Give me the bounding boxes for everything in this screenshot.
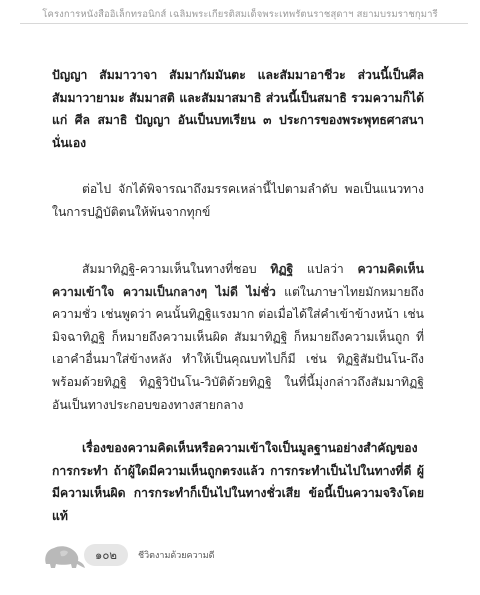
right-view-text-1: สัมมาทิฏฐิ-ความเห็นในทางที่ชอบ xyxy=(82,262,271,276)
running-header: โครงการหนังสืออิเล็กทรอนิกส์ เฉลิมพระเกียรติสมเด็จพระเทพรัตนราชสุดาฯ สยามบรมราชกุมารี xyxy=(42,9,438,20)
book-title: ชีวิตงามด้วยความดี xyxy=(138,551,215,561)
right-view-text-2: แปลว่า xyxy=(293,262,358,276)
paragraph-intro-path xyxy=(52,178,424,223)
term-definition: ความคิดเห็น ความเข้าใจ ความเป็นกลางๆ ไม่ดี ไม่ชั่ว xyxy=(52,262,424,299)
page-footer xyxy=(40,542,300,572)
elephant-icon xyxy=(40,542,88,570)
paragraph-view-foundation xyxy=(52,437,424,527)
paragraph-intro-path-text: ต่อไป จักได้พิจารณาถึงมรรคเหล่านี้ไปตามลำดับ พอเป็นแนวทางในการปฏิบัติตนให้พ้นจากทุกข์ xyxy=(52,182,424,219)
page-number: ๑๐๒ xyxy=(84,544,128,566)
header-divider xyxy=(20,23,468,24)
paragraph-three-trainings: ปัญญา สัมมาวาจา สัมมากัมมันตะ และสัมมาอาชีวะ ส่วนนี้เป็นศีล สัมมาวายามะ สัมมาสติ และสัมมาสมาธิ ส่วนนี้เป็นสมาธิ รวมความก็ได้แก่ ศีล สมาธิ ปัญญา อันเป็นบทเรียน ๓ ประการของพระพุทธศาสนานั่นเอง xyxy=(52,68,424,150)
right-view-text-3: แต่ในภาษาไทยมักหมายถึงความชั่ว เช่นพูดว่า คนนั้นทิฏฐิแรงมาก ต่อเมื่อได้ใส่คำเข้าข้างหน้า เช่น มิจฉาทิฏฐิ ก็หมายถึงความเห็นผิด สัมมาทิฏฐิ ก็หมายถึงความเห็นถูก ที่เอาคำอื่นมาใส่ข้างหลัง ทำให้เป็นคุณบทไปก็มี เช่น ทิฏฐิสัมปันโน-ถึงพร้อมด้วยทิฏฐิ ทิฏฐิวิปันโน-วิบัติด้วยทิฏฐิ ในที่นี้มุ่งกล่าวถึงสัมมาทิฏฐิ อันเป็นทางประกอบของทางสายกลาง xyxy=(52,284,425,412)
paragraph-view-foundation-text: เรื่องของความคิดเห็นหรือความเข้าใจเป็นมูลฐานอย่างสำคัญของการกระทำ ถ้าผู้ใดมีความเห็นถูกตรงแล้ว การกระทำเป็นไปในทางที่ดี ผู้มีความเห็นผิด การกระทำก็เป็นไปในทางชั่วเสีย ข้อนี้เป็นความจริงโดยแท้ xyxy=(52,441,424,523)
paragraph-right-view xyxy=(52,258,424,416)
term-ditthi: ทิฏฐิ xyxy=(270,262,294,276)
